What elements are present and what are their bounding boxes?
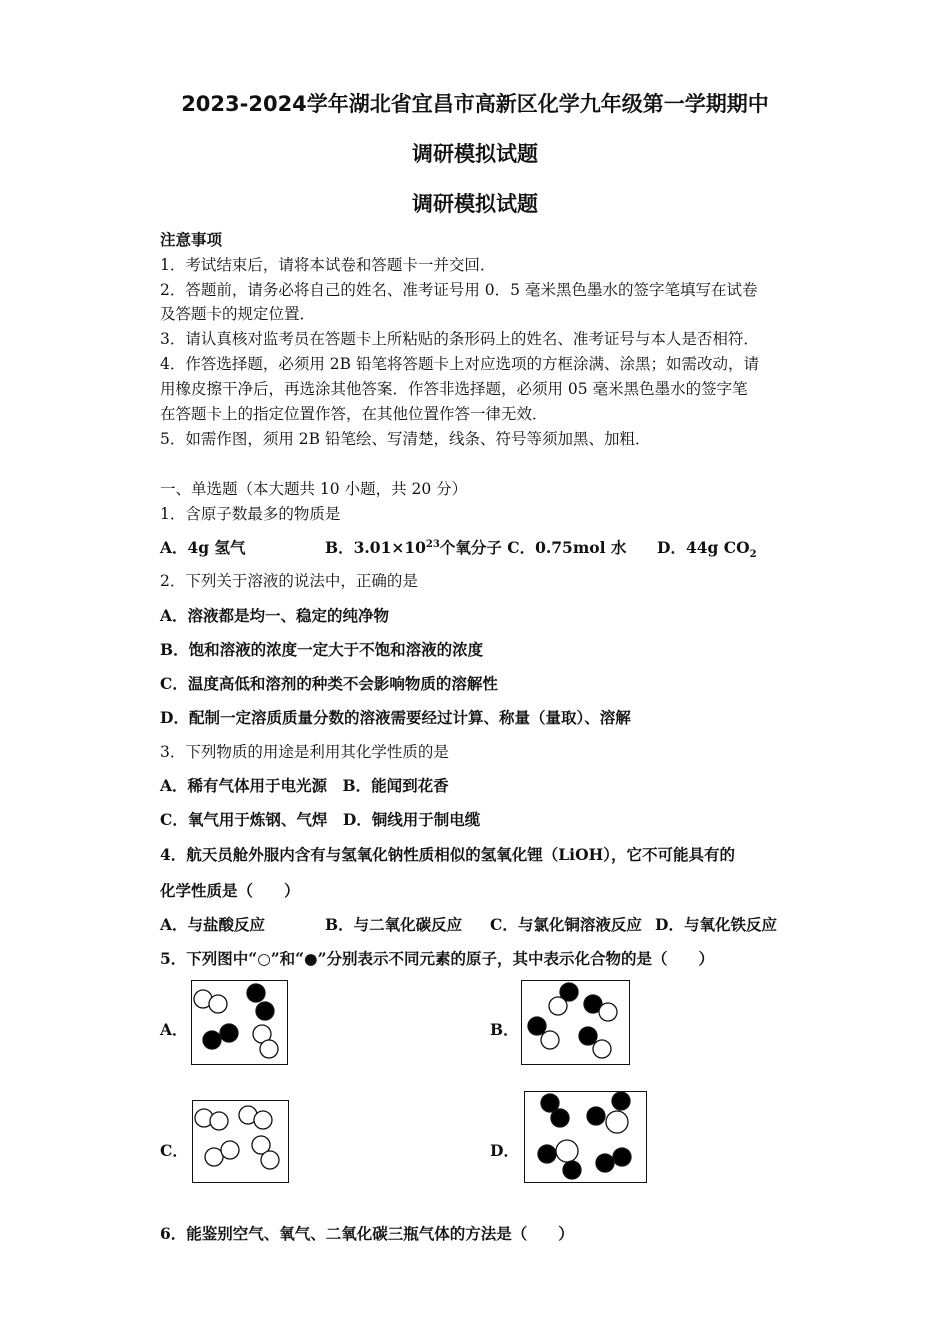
q4-option-c: C．与氯化铜溶液反应 (490, 915, 642, 934)
q5-label-c: C． (160, 1141, 188, 1160)
black-atom (220, 1024, 238, 1042)
white-atom (593, 1040, 611, 1058)
black-atom (538, 1145, 556, 1163)
q1-option-a: A．4g 氢气 (160, 538, 246, 557)
q1-option-d: D．44g $CO_2$ (657, 538, 757, 561)
notice-heading: 注意事项 (160, 230, 223, 249)
q4-stem-2: 化学性质是（ ） (160, 881, 300, 900)
white-atom (221, 1141, 239, 1159)
q5-diagram-c (195, 1106, 279, 1169)
q1-stem: 1．含原子数最多的物质是 (160, 505, 341, 523)
white-atom (261, 1151, 279, 1169)
q4-option-b: B．与二氧化碳反应 (325, 915, 463, 934)
notice-line: 在答题卡上的指定位置作答，在其他位置作答一律无效． (160, 405, 548, 423)
white-atom (254, 1111, 272, 1129)
title-line-2: 调研模拟试题 (412, 142, 538, 166)
q3-options-ab: A．稀有气体用于电光源 B．能闻到花香 (160, 776, 449, 795)
notice-line: 及答题卡的规定位置． (160, 305, 316, 323)
q2-option-b: B．饱和溶液的浓度一定大于不饱和溶液的浓度 (160, 640, 484, 659)
white-atom (210, 1112, 228, 1130)
q5-label-a: A． (160, 1020, 188, 1039)
q2-option-c: C．温度高低和溶剂的种类不会影响物质的溶解性 (160, 674, 498, 693)
white-atom (599, 1003, 617, 1021)
q5-diagram-d (538, 1092, 631, 1179)
white-atom (556, 1140, 578, 1162)
title-line-3: 调研模拟试题 (412, 192, 538, 216)
q5-label-d: D． (490, 1141, 519, 1160)
black-atom (247, 984, 265, 1002)
black-atom (579, 1027, 597, 1045)
notice-line: 4．作答选择题，必须用 2B 铅笔将答题卡上对应选项的方框涂满、涂黑；如需改动，请 (160, 355, 759, 373)
q4-option-d: D．与氧化铁反应 (655, 915, 777, 934)
title-line-1: 2023-2024学年湖北省宜昌市高新区化学九年级第一学期期中 (181, 92, 769, 116)
q5-stem: 5．下列图中“○”和“●”分别表示不同元素的原子，其中表示化合物的是（ ） (160, 949, 714, 968)
q5-diagram-b (528, 983, 617, 1058)
notice-line: 5．如需作图，须用 2B 铅笔绘、写清楚，线条、符号等须加黑、加粗． (160, 430, 651, 448)
black-atom (203, 1031, 221, 1049)
notice-line: 3．请认真核对监考员在答题卡上所粘贴的条形码上的姓名、准考证号与本人是否相符． (160, 330, 759, 348)
black-atom (551, 1109, 569, 1127)
q3-options-cd: C．氧气用于炼钢、气焊 D．铜线用于制电缆 (160, 810, 481, 829)
notice-line: 2．答题前，请务必将自己的姓名、准考证号用 0．5 毫米黑色墨水的签字笔填写在试卷 (160, 281, 758, 299)
black-atom (596, 1154, 614, 1172)
black-atom (612, 1092, 630, 1110)
notice-line: 用橡皮擦干净后，再选涂其他答案．作答非选择题，必须用 05 毫米黑色墨水的签字笔 (160, 380, 748, 398)
black-atom (528, 1017, 546, 1035)
q3-stem: 3．下列物质的用途是利用其化学性质的是 (160, 743, 449, 761)
q2-option-a: A．溶液都是均一、稳定的纯净物 (160, 606, 390, 625)
black-atom (613, 1148, 631, 1166)
white-atom (205, 1148, 223, 1166)
q5-diagram-a (194, 984, 278, 1058)
notice-line: 1．考试结束后，请将本试卷和答题卡一并交回． (160, 256, 496, 274)
q2-stem: 2．下列关于溶液的说法中，正确的是 (160, 572, 418, 590)
q4-stem-1: 4．航天员舱外服内含有与氢氧化钠性质相似的氢氧化锂（LiOH），它不可能具有的 (160, 845, 735, 864)
q5-label-b: B． (490, 1020, 519, 1039)
q2-option-d: D．配制一定溶质质量分数的溶液需要经过计算、称量（量取）、溶解 (160, 708, 631, 727)
white-atom (260, 1040, 278, 1058)
section-heading: 一、单选题（本大题共 10 小题，共 20 分） (160, 480, 468, 498)
black-atom (587, 1107, 605, 1125)
white-atom (541, 1031, 559, 1049)
white-atom (209, 995, 227, 1013)
white-atom (606, 1111, 628, 1133)
black-atom (256, 1002, 274, 1020)
q4-option-a: A．与盐酸反应 (160, 915, 266, 934)
q6-stem: 6．能鉴别空气、氧气、二氧化碳三瓶气体的方法是（ ） (160, 1224, 574, 1243)
black-atom (563, 1161, 581, 1179)
q1-option-b-c: B．$3.01\times 10^{23}$个氧分子 C．0.75mol 水 (325, 538, 627, 557)
white-atom (549, 997, 567, 1015)
